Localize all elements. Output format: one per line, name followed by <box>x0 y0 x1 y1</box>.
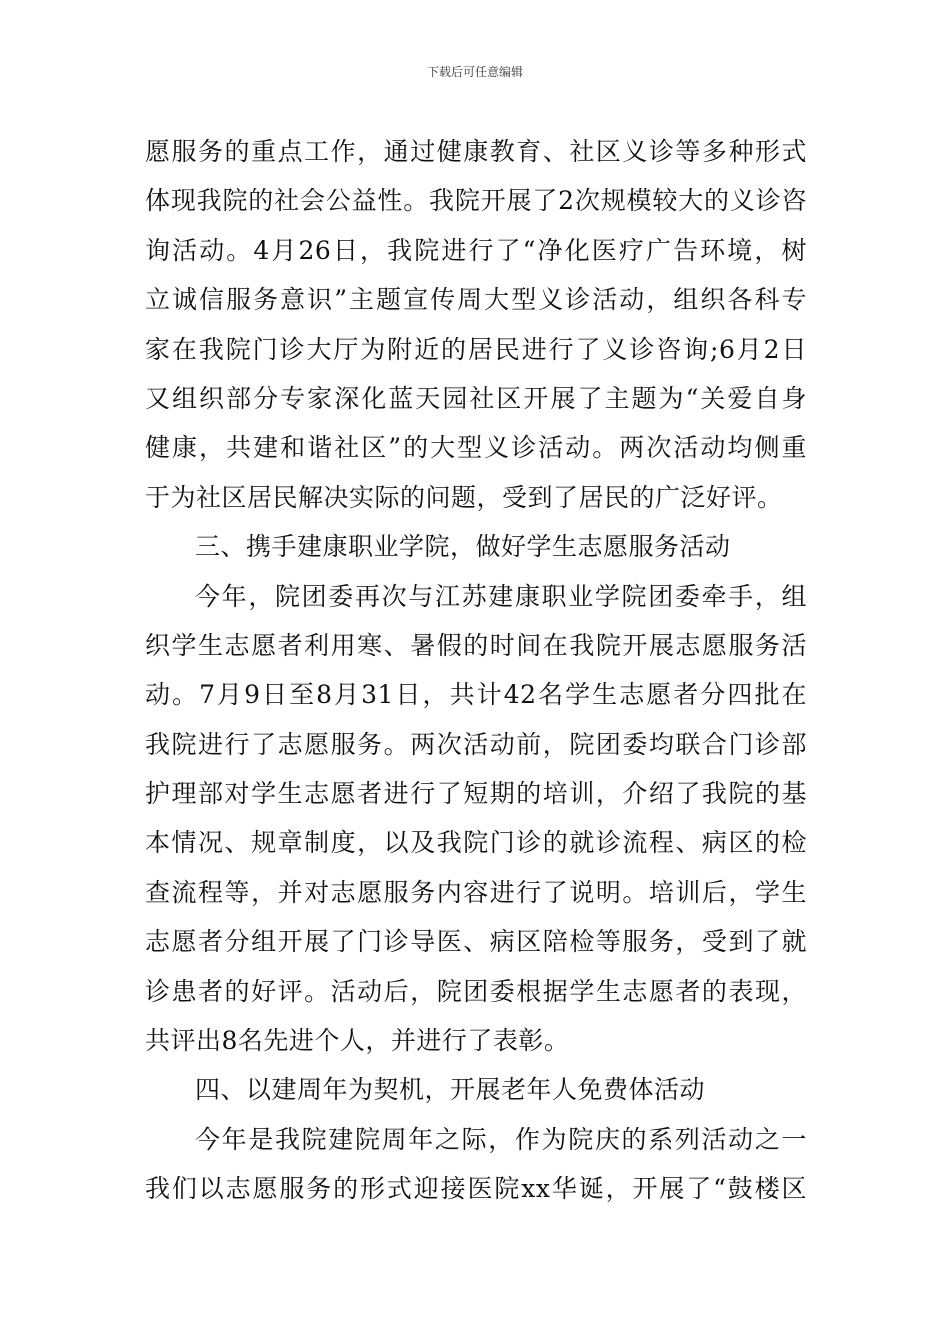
text-line: 志愿者分组开展了门诊导医、病区陪检等服务，受到了就 <box>145 927 807 957</box>
text-line: 共评出8名先进个人，并进行了表彰。 <box>145 1026 570 1056</box>
text-line: 本情况、规章制度，以及我院门诊的就诊流程、病区的检 <box>145 828 807 858</box>
text-line: 诊患者的好评。活动后，院团委根据学生志愿者的表现， <box>145 976 807 1006</box>
text-line: 查流程等，并对志愿服务内容进行了说明。培训后，学生 <box>145 877 807 907</box>
text-line: 今年是我院建院周年之际，作为院庆的系列活动之一 <box>195 1124 807 1154</box>
section-heading: 三、携手建康职业学院，做好学生志愿服务活动 <box>195 532 731 562</box>
body-text <box>145 127 807 1214</box>
text-line: 护理部对学生志愿者进行了短期的培训，介绍了我院的基 <box>145 779 807 809</box>
text-line: 我们以志愿服务的形式迎接医院xx华诞，开展了“鼓楼区 <box>145 1174 807 1204</box>
text-line: 又组织部分专家深化蓝天园社区开展了主题为“关爱自身 <box>145 383 807 413</box>
text-line: 织学生志愿者利用寒、暑假的时间在我院开展志愿服务活 <box>145 630 807 660</box>
text-line: 于为社区居民解决实际的问题，受到了居民的广泛好评。 <box>145 482 783 512</box>
section-heading: 四、以建周年为契机，开展老年人免费体活动 <box>195 1075 706 1105</box>
text-line: 健康，共建和谐社区”的大型义诊活动。两次活动均侧重 <box>145 433 807 463</box>
text-line: 我院进行了志愿服务。两次活动前，院团委均联合门诊部 <box>145 729 807 759</box>
text-line: 家在我院门诊大厅为附近的居民进行了义诊咨询;6月2日 <box>145 334 807 364</box>
text-line: 愿服务的重点工作，通过健康教育、社区义诊等多种形式 <box>145 137 807 166</box>
text-line: 询活动。4月26日，我院进行了“净化医疗广告环境，树 <box>145 235 807 265</box>
text-line: 动。7月9日至8月31日，共计42名学生志愿者分四批在 <box>145 680 807 710</box>
text-line: 立诚信服务意识”主题宣传周大型义诊活动，组织各科专 <box>145 285 807 315</box>
page-header-note: 下载后可任意编辑 <box>426 65 523 79</box>
text-line: 体现我院的社会公益性。我院开展了2次规模较大的义诊咨 <box>145 186 807 216</box>
text-line: 今年，院团委再次与江苏建康职业学院团委牵手，组 <box>195 581 807 611</box>
